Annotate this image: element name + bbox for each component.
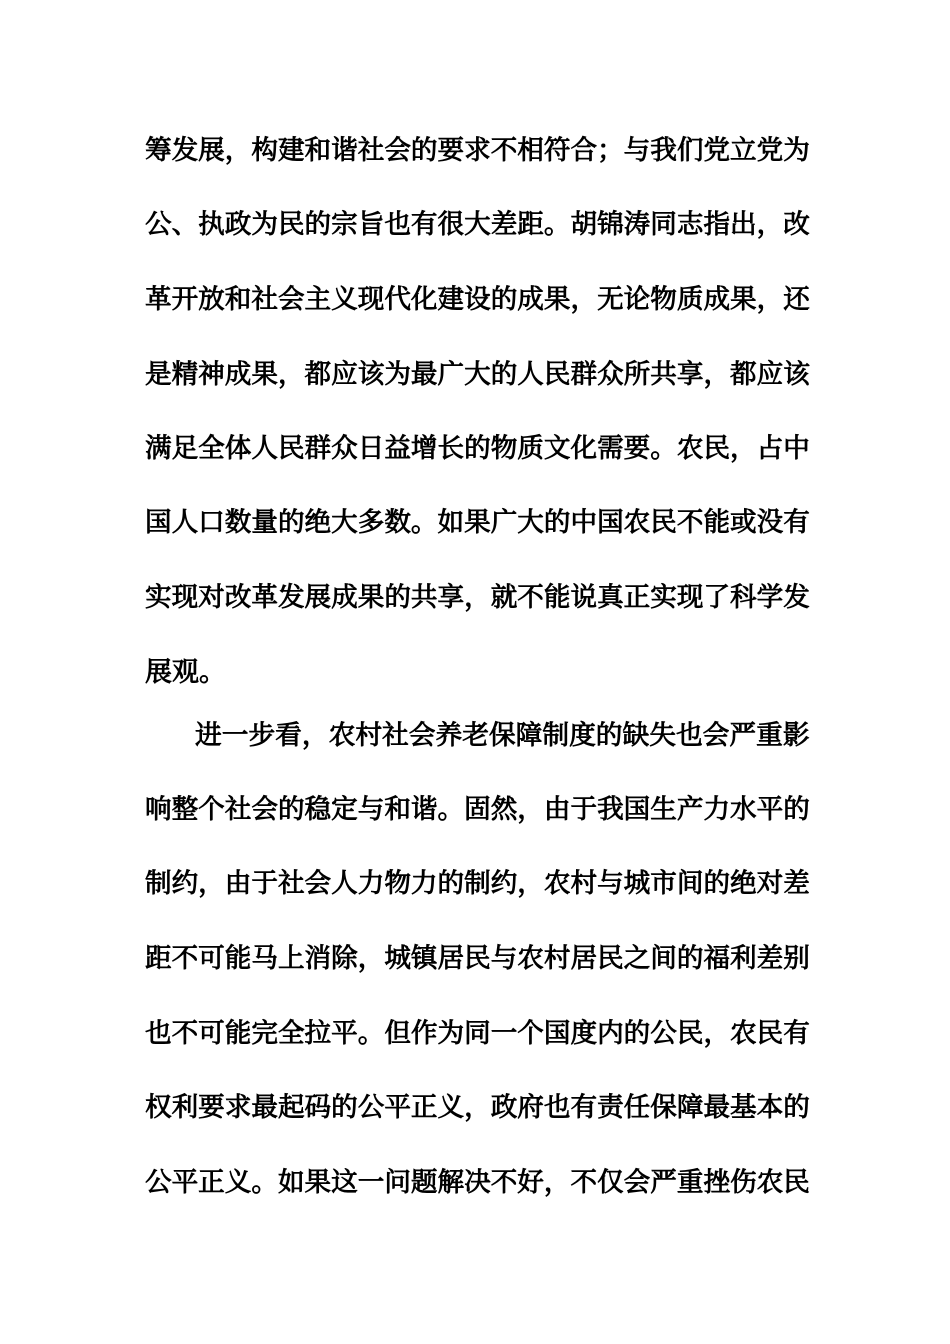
paragraph-first-line: 进一步看，农村社会养老保障制度的缺失也会严重影 xyxy=(195,720,810,751)
text-line: 公平正义。如果这一问题解决不好，不仅会严重挫伤农民 xyxy=(145,1167,810,1198)
text-line: 公、执政为民的宗旨也有很大差距。胡锦涛同志指出，改 xyxy=(145,209,810,240)
text-line: 权利要求最起码的公平正义，政府也有责任保障最基本的 xyxy=(145,1092,810,1123)
text-line: 制约，由于社会人力物力的制约，农村与城市间的绝对差 xyxy=(145,868,810,899)
text-line: 满足全体人民群众日益增长的物质文化需要。农民，占中 xyxy=(145,433,810,464)
text-line: 实现对改革发展成果的共享，就不能说真正实现了科学发 xyxy=(145,582,810,613)
text-line: 也不可能完全拉平。但作为同一个国度内的公民，农民有 xyxy=(145,1018,810,1049)
text-line: 国人口数量的绝大多数。如果广大的中国农民不能或没有 xyxy=(145,507,810,538)
text-line: 筹发展，构建和谐社会的要求不相符合；与我们党立党为 xyxy=(145,135,810,166)
text-line: 是精神成果，都应该为最广大的人民群众所共享，都应该 xyxy=(145,359,810,390)
text-line: 展观。 xyxy=(145,657,226,688)
text-line: 革开放和社会主义现代化建设的成果，无论物质成果，还 xyxy=(145,284,810,315)
text-line: 距不可能马上消除，城镇居民与农村居民之间的福利差别 xyxy=(145,943,810,974)
text-line: 响整个社会的稳定与和谐。固然，由于我国生产力水平的 xyxy=(145,794,810,825)
